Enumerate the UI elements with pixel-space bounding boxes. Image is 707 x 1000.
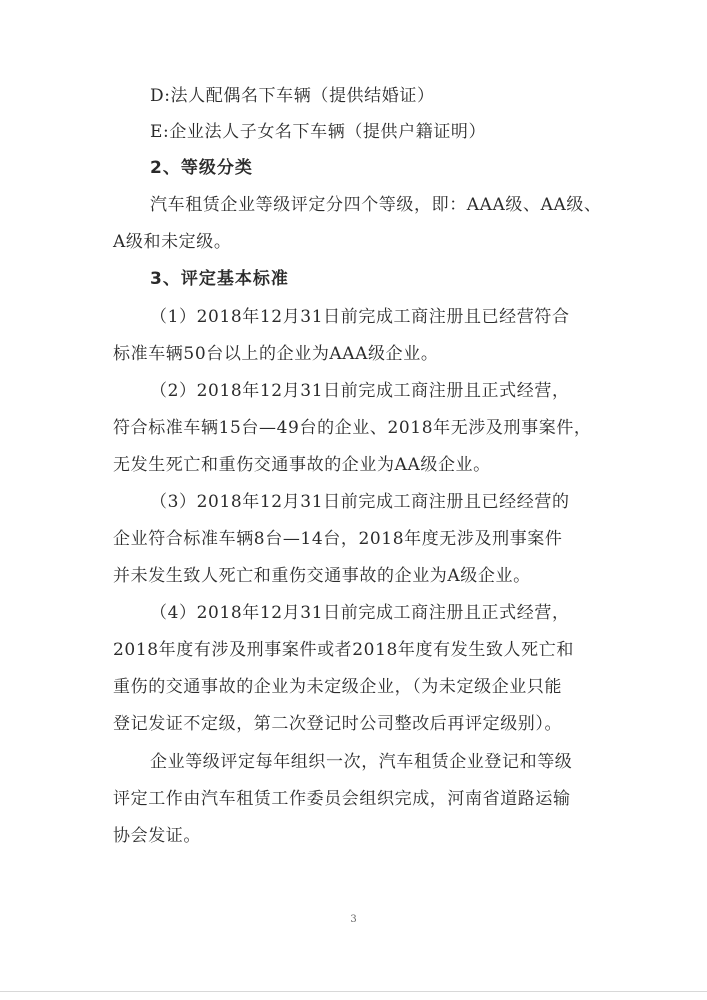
text-line: （3）2018年12月31日前完成工商注册且已经经营的 [150,492,570,512]
text-line: 协会发证。 [113,826,201,846]
text-line: （1）2018年12月31日前完成工商注册且已经营符合 [150,307,570,327]
text-line: 企业等级评定每年组织一次，汽车租赁企业登记和等级 [150,752,573,772]
text-line: A级和未定级。 [113,232,232,252]
text-line: 评定工作由汽车租赁工作委员会组织完成，河南省道路运输 [113,789,571,809]
text-line: 重伤的交通事故的企业为未定级企业，（为未定级企业只能 [113,677,563,697]
text-line: E:企业法人子女名下车辆（提供户籍证明） [150,122,487,142]
text-line: D:法人配偶名下车辆（提供结婚证） [150,86,435,106]
text-line: 2018年度有涉及刑事案件或者2018年度有发生致人死亡和 [113,640,574,660]
text-line: （4）2018年12月31日前完成工商注册且正式经营， [150,603,570,623]
section-heading: 2、等级分类 [150,158,253,178]
scan-edge-divider [0,991,707,992]
text-line: 无发生死亡和重伤交通事故的企业为AA级企业。 [113,455,491,475]
text-line: 汽车租赁企业等级评定分四个等级，即：AAA级、AA级、 [150,195,602,215]
text-line: 登记发证不定级，第二次登记时公司整改后再评定级别）。 [113,714,563,734]
page-number: 3 [350,914,357,925]
text-line: 企业符合标准车辆8台—14台，2018年度无涉及刑事案件 [113,529,563,549]
section-heading: 3、评定基本标准 [150,269,289,289]
text-line: （2）2018年12月31日前完成工商注册且正式经营， [150,381,570,401]
text-line: 符合标准车辆15台—49台的企业、2018年无涉及刑事案件， [113,418,592,438]
text-line: 并未发生致人死亡和重伤交通事故的企业为A级企业。 [113,566,531,586]
text-line: 标准车辆50台以上的企业为AAA级企业。 [113,344,439,364]
